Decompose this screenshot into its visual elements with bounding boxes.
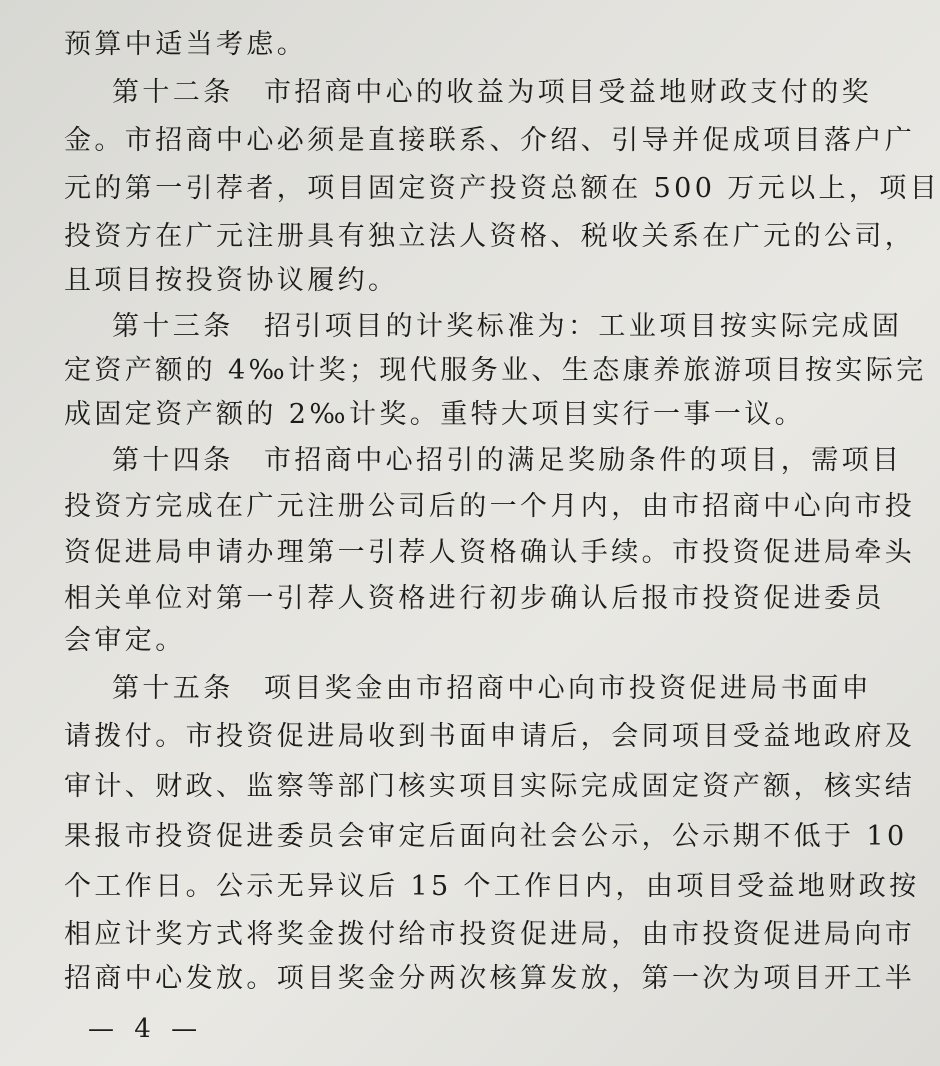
text-line: 且项目按投资协议履约。 <box>64 265 399 296</box>
text-line: 金。市招商中心必须是直接联系、介绍、引导并促成项目落户广 <box>64 125 916 156</box>
text-line: 资促进局申请办理第一引荐人资格确认手续。市投资促进局牵头 <box>64 537 916 568</box>
text-line: 相关单位对第一引荐人资格进行初步确认后报市投资促进委员 <box>64 583 885 614</box>
text-line: 个工作日。公示无异议后 15 个工作日内，由项目受益地财政按 <box>64 871 920 902</box>
page-number: — 4 — <box>88 1014 204 1044</box>
text-line: 成固定资产额的 2‰计奖。重特大项目实行一事一议。 <box>64 399 805 430</box>
text-line: 招商中心发放。项目奖金分两次核算发放，第一次为项目开工半 <box>64 963 916 994</box>
text-line: 定资产额的 4‰计奖；现代服务业、生态康养旅游项目按实际完 <box>64 355 927 386</box>
article-15-heading-line: 第十五条 项目奖金由市招商中心向市投资促进局书面申 <box>112 673 872 704</box>
text-line: 请拨付。市投资促进局收到书面申请后，会同项目受益地政府及 <box>64 721 916 752</box>
text-line: 预算中适当考虑。 <box>64 29 308 60</box>
text-line: 相应计奖方式将奖金拨付给市投资促进局，由市投资促进局向市 <box>64 919 916 950</box>
text-line: 审计、财政、监察等部门核实项目实际完成固定资产额，核实结 <box>64 771 916 802</box>
text-line: 元的第一引荐者，项目固定资产投资总额在 500 万元以上，项目 <box>64 173 940 204</box>
text-line: 投资方完成在广元注册公司后的一个月内，由市招商中心向市投 <box>64 491 916 522</box>
text-line: 投资方在广元注册具有独立法人资格、税收关系在广元的公司， <box>64 221 916 252</box>
article-14-heading-line: 第十四条 市招商中心招引的满足奖励条件的项目，需项目 <box>112 445 903 476</box>
text-line: 会审定。 <box>64 625 186 656</box>
text-line: 果报市投资促进委员会审定后面向社会公示，公示期不低于 10 <box>64 821 908 852</box>
article-12-heading-line: 第十二条 市招商中心的收益为项目受益地财政支付的奖 <box>112 77 872 108</box>
article-13-heading-line: 第十三条 招引项目的计奖标准为：工业项目按实际完成固 <box>112 311 903 342</box>
